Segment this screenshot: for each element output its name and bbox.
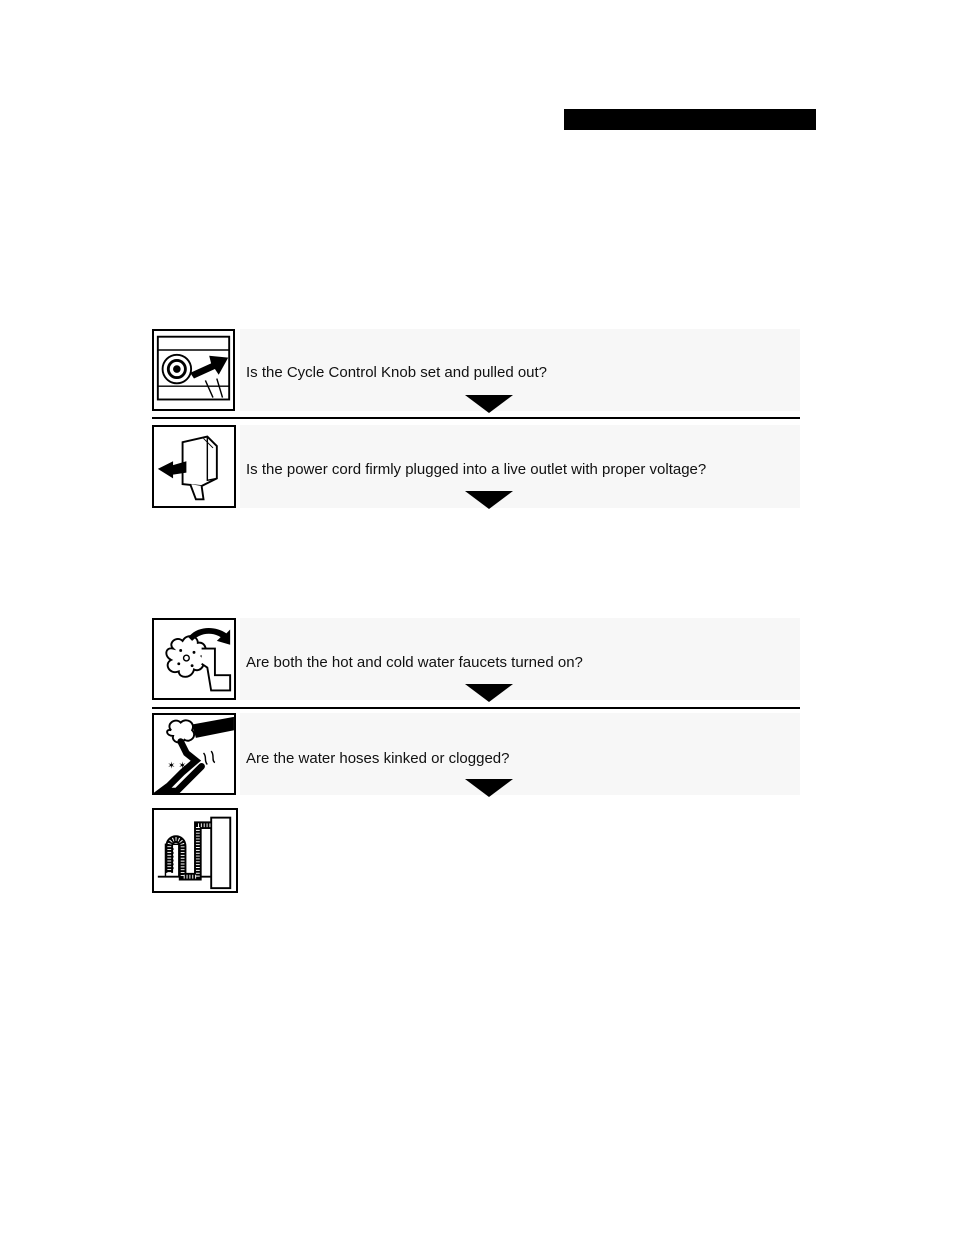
down-arrow-icon	[465, 395, 513, 413]
header-bar	[564, 109, 816, 130]
troubleshoot-step-power-cord	[152, 425, 800, 508]
water-faucet-icon	[152, 618, 236, 700]
down-arrow-icon	[465, 491, 513, 509]
question-text: Are both the hot and cold water faucets turned on?	[246, 654, 583, 671]
drain-hose-icon	[152, 808, 238, 893]
down-arrow-icon	[465, 779, 513, 797]
troubleshoot-step-cycle-knob	[152, 329, 800, 411]
svg-text:✶ ✶: ✶ ✶	[167, 760, 187, 772]
divider	[152, 417, 800, 419]
down-arrow-icon	[465, 684, 513, 702]
troubleshoot-step-faucets	[152, 618, 800, 700]
question-text: Are the water hoses kinked or clogged?	[246, 750, 510, 767]
kinked-hose-icon	[152, 713, 236, 795]
troubleshoot-step-hoses	[152, 713, 800, 795]
question-text: Is the Cycle Control Knob set and pulled out?	[246, 364, 548, 381]
question-text: Is the power cord firmly plugged into a live outlet with proper voltage?	[246, 461, 707, 478]
cycle-control-knob-icon	[152, 329, 235, 411]
troubleshoot-step-drain-hose	[152, 808, 800, 893]
power-plug-icon	[152, 425, 236, 508]
divider	[152, 707, 800, 709]
